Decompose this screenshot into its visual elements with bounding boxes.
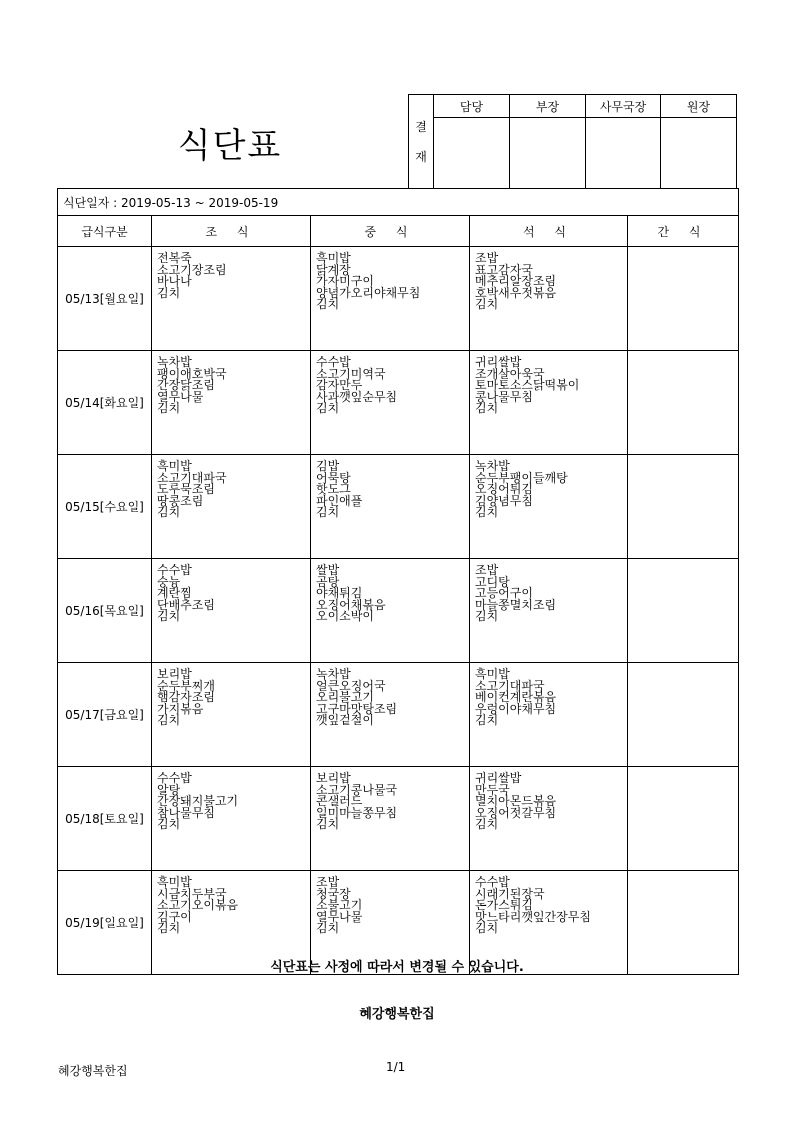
menu-item: 청국장: [316, 886, 351, 901]
menu-item: 흑미밥: [157, 875, 192, 889]
menu-item: 수수밥: [316, 355, 351, 369]
menu-item: 오징어튀김: [475, 482, 533, 496]
menu-item: 도루묵조림: [157, 482, 215, 496]
menu-item: 흑미밥: [475, 667, 510, 681]
day-row: [58, 663, 739, 767]
breakfast-cell: [152, 247, 311, 351]
dinner-cell: [470, 247, 628, 351]
menu-item: 김치: [475, 609, 499, 623]
lunch-cell: [311, 247, 470, 351]
menu-item: 표고감자국: [475, 262, 533, 277]
lunch-cell: [311, 767, 470, 871]
snack-cell: [628, 559, 739, 663]
day-row: [58, 767, 739, 871]
day-row: [58, 351, 739, 455]
menu-item: 쌀밥: [316, 563, 340, 577]
menu-item: 고구마맛탕조림: [316, 701, 398, 716]
menu-item: 소고기대파국: [475, 678, 545, 693]
menu-item: 만두국: [475, 782, 510, 797]
menu-item: 수수밥: [157, 563, 192, 577]
approval-side-label-2: 재: [415, 149, 427, 164]
menu-item: 소고기오이볶음: [157, 898, 239, 912]
menu-item: 호박새우젓볶음: [475, 285, 557, 300]
menu-item: 소불고기: [316, 898, 363, 912]
menu-item: 베이컨계란볶음: [475, 690, 557, 704]
menu-item: 김치: [316, 921, 340, 935]
snack-cell: [628, 455, 739, 559]
day-date: 05/15[수요일]: [58, 455, 152, 559]
dinner-cell: [470, 351, 628, 455]
menu-item: 김치: [316, 817, 340, 831]
breakfast-cell: [152, 455, 311, 559]
approval-side-label: [409, 95, 434, 189]
menu-item: 흑미밥: [157, 459, 192, 473]
menu-item: 바나나: [157, 274, 192, 288]
menu-item: 김치: [316, 505, 340, 519]
menu-item: 일미마늘쫑무침: [316, 805, 398, 820]
menu-item: 흑미밥: [316, 251, 351, 265]
approval-sign-box: [510, 118, 586, 189]
menu-item: 팽이애호박국: [157, 366, 227, 381]
approval-sign-box: [661, 118, 737, 189]
day-date: 05/19[일요일]: [58, 871, 152, 975]
menu-item: 귀리쌀밥: [475, 355, 522, 369]
menu-item: 김치: [475, 297, 499, 311]
menu-item: 보리밥: [316, 771, 351, 785]
menu-item: 간장돼지불고기: [157, 794, 239, 808]
menu-item: 김치: [157, 817, 181, 831]
menu-item: 땅콩조림: [157, 493, 204, 508]
column-header-snack: 간 식: [628, 216, 739, 247]
lunch-cell: [311, 351, 470, 455]
menu-item: 소고기대파국: [157, 470, 227, 485]
menu-item: 김치: [157, 505, 181, 519]
menu-item: 오리불고기: [316, 690, 374, 704]
day-date: 05/13[월요일]: [58, 247, 152, 351]
menu-item: 열무나물: [157, 389, 204, 404]
menu-item: 수수밥: [475, 875, 510, 889]
menu-item: 김밥: [316, 459, 340, 473]
approval-box: [408, 94, 737, 189]
dinner-cell: [470, 455, 628, 559]
approval-sign-box: [586, 118, 661, 189]
approval-header-chief: 부장: [510, 95, 586, 118]
menu-item: 알탕: [157, 782, 181, 797]
menu-item: 시금치두부국: [157, 886, 227, 901]
day-row: [58, 247, 739, 351]
breakfast-cell: [152, 351, 311, 455]
menu-item: 오이소박이: [316, 609, 374, 623]
menu-item: 소고기장조림: [157, 262, 227, 277]
column-header-lunch: 중 식: [311, 216, 470, 247]
menu-item: 김치: [316, 297, 340, 311]
menu-item: 오징어젓갈무침: [475, 805, 557, 820]
menu-item: 간장닭조림: [157, 378, 215, 392]
dinner-cell: [470, 559, 628, 663]
menu-item: 열무나물: [316, 909, 363, 924]
menu-item: 김치: [157, 921, 181, 935]
menu-item: 김양념무침: [475, 493, 533, 508]
approval-header-manager: 담당: [434, 95, 510, 118]
breakfast-cell: [152, 767, 311, 871]
menu-item: 김치: [157, 609, 181, 623]
menu-item: 녹차밥: [475, 459, 510, 473]
menu-item: 가지볶음: [157, 701, 204, 716]
menu-item: 전복죽: [157, 251, 192, 265]
day-row: [58, 559, 739, 663]
menu-item: 계란찜: [157, 586, 192, 600]
menu-item: 조개살아욱국: [475, 366, 545, 381]
approval-side-label-1: 결: [415, 119, 427, 134]
menu-item: 숭늉: [157, 574, 181, 589]
day-date: 05/18[토요일]: [58, 767, 152, 871]
menu-item: 귀리쌀밥: [475, 771, 522, 785]
menu-item: 소고기콩나물국: [316, 782, 398, 797]
day-date: 05/16[목요일]: [58, 559, 152, 663]
menu-item: 김치: [316, 401, 340, 415]
menu-item: 조밥: [475, 563, 499, 577]
period-label: 식단일자 : 2019-05-13 ~ 2019-05-19: [58, 189, 739, 216]
menu-item: 맛느타리깻잎간장무침: [475, 909, 591, 924]
menu-item: 김치: [475, 817, 499, 831]
menu-item: 메추리알장조림: [475, 274, 557, 288]
menu-item: 단배추조림: [157, 597, 215, 612]
footer-organization: 혜강행복한집: [58, 1064, 128, 1078]
menu-item: 햄감자조림: [157, 690, 215, 704]
approval-sign-box: [434, 118, 510, 189]
menu-item: 돈가스튀김: [475, 898, 533, 912]
menu-item: 소고기미역국: [316, 366, 386, 381]
day-row: [58, 455, 739, 559]
menu-item: 보리밥: [157, 667, 192, 681]
menu-item: 멸치아몬드볶음: [475, 794, 557, 808]
menu-item: 야채튀김: [316, 586, 363, 600]
menu-item: 조밥: [475, 251, 499, 265]
breakfast-cell: [152, 559, 311, 663]
menu-item: 순두부팽이들깨탕: [475, 470, 568, 485]
menu-item: 토마토소스닭떡볶이: [475, 378, 580, 392]
menu-item: 녹차밥: [316, 667, 351, 681]
menu-item: 김치: [475, 713, 499, 727]
menu-item: 조밥: [316, 875, 340, 889]
menu-item: 핫도그: [316, 482, 351, 496]
menu-item: 고등어구이: [475, 586, 533, 600]
menu-item: 김치: [475, 505, 499, 519]
menu-item: 김구이: [157, 909, 192, 924]
lunch-cell: [311, 559, 470, 663]
day-date: 05/14[화요일]: [58, 351, 152, 455]
menu-item: 어묵탕: [316, 470, 351, 485]
menu-item: 가자미구이: [316, 274, 374, 288]
menu-item: 콩나물무침: [475, 389, 533, 404]
menu-item: 감자만두: [316, 378, 363, 392]
breakfast-cell: [152, 663, 311, 767]
dinner-cell: [470, 663, 628, 767]
lunch-cell: [311, 455, 470, 559]
menu-item: 콘샐러드: [316, 794, 363, 808]
snack-cell: [628, 663, 739, 767]
column-header-dinner: 석 식: [470, 216, 628, 247]
menu-item: 고디탕: [475, 574, 510, 589]
menu-item: 사과깻잎순무침: [316, 389, 398, 404]
menu-item: 얼큰오징어국: [316, 678, 386, 693]
menu-item: 참나물무침: [157, 805, 215, 820]
menu-item: 순두부찌개: [157, 678, 215, 693]
menu-item: 김치: [157, 401, 181, 415]
snack-cell: [628, 247, 739, 351]
menu-item: 양념가오리야채무침: [316, 285, 421, 300]
menu-table: [57, 188, 739, 975]
menu-item: 김치: [157, 713, 181, 727]
column-header-type: 급식구분: [58, 216, 152, 247]
menu-item: 오징어채볶음: [316, 597, 386, 612]
approval-header-director: 원장: [661, 95, 737, 118]
menu-item: 김치: [475, 921, 499, 935]
menu-item: 김치: [157, 285, 181, 300]
page-number: 1/1: [386, 1060, 406, 1074]
approval-header-secretary: 사무국장: [586, 95, 661, 118]
menu-item: 수수밥: [157, 771, 192, 785]
page-title: 식단표: [177, 126, 283, 166]
menu-item: 시래기된장국: [475, 886, 545, 901]
snack-cell: [628, 767, 739, 871]
menu-item: 김치: [475, 401, 499, 415]
lunch-cell: [311, 663, 470, 767]
menu-item: 닭계장: [316, 262, 351, 277]
menu-item: 녹차밥: [157, 355, 192, 369]
menu-item: 곰탕: [316, 574, 340, 589]
menu-item: 깻잎겉절이: [316, 713, 374, 727]
dinner-cell: [470, 767, 628, 871]
menu-item: 우렁이야채무침: [475, 701, 557, 716]
menu-item: 파인애플: [316, 493, 363, 508]
menu-item: 마늘쫑멸치조림: [475, 597, 557, 612]
column-header-breakfast: 조 식: [152, 216, 311, 247]
organization-name: 혜강행복한집: [359, 1007, 435, 1022]
day-date: 05/17[금요일]: [58, 663, 152, 767]
snack-cell: [628, 351, 739, 455]
notice-text: 식단표는 사정에 따라서 변경될 수 있습니다.: [270, 960, 524, 975]
